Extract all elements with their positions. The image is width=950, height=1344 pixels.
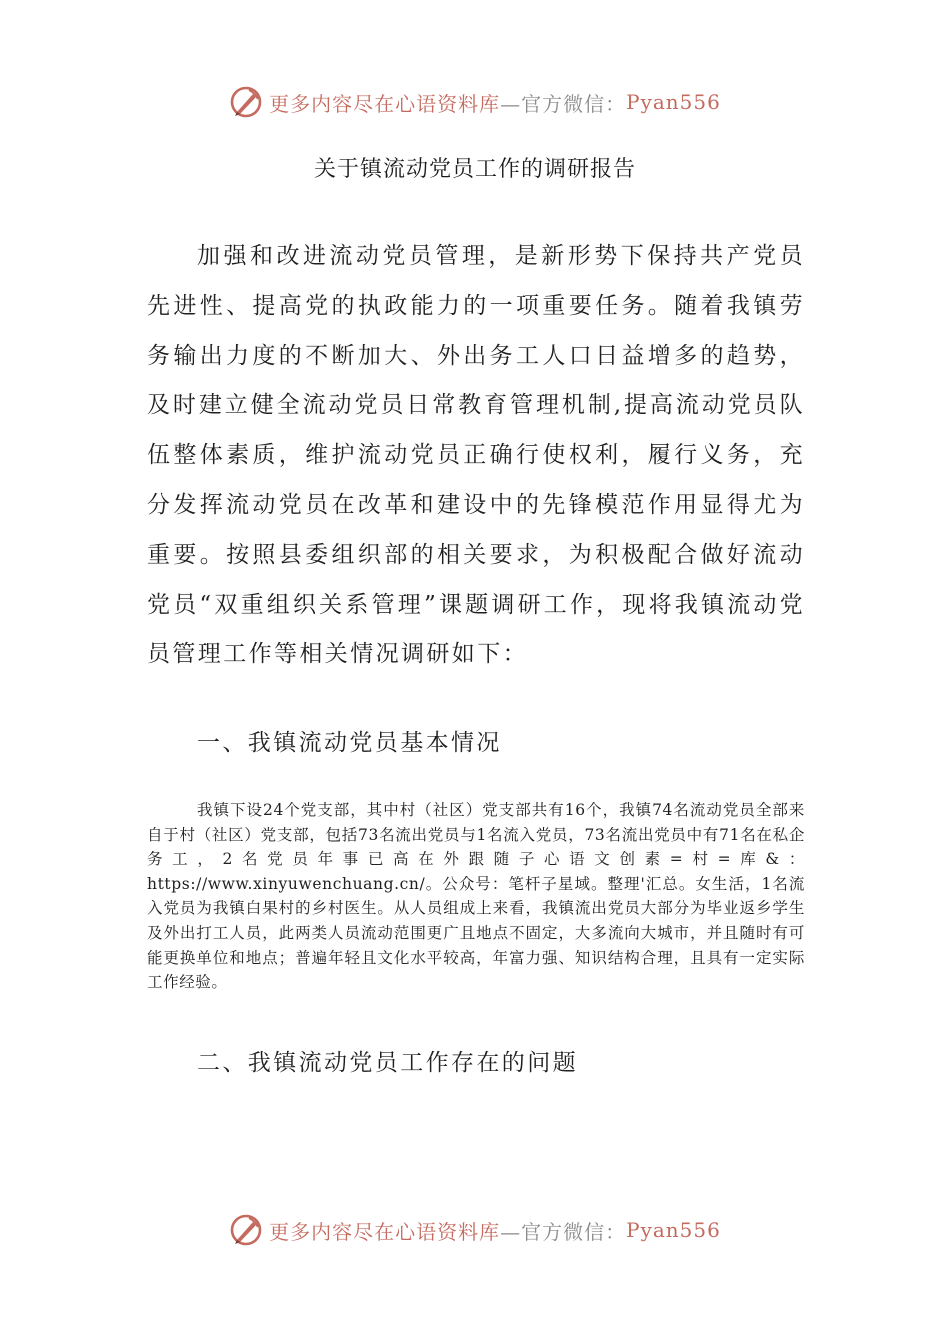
document-title: 关于镇流动党员工作的调研报告 (313, 157, 636, 182)
pen-circle-logo-icon (229, 85, 263, 119)
banner-text: 更多内容尽在心语资料库 (269, 91, 501, 116)
footer-banner (0, 1208, 950, 1252)
header-banner (0, 80, 950, 124)
banner-wechat-id: Pyan556 (626, 1218, 721, 1242)
section-2-heading: 二、我镇流动党员工作存在的问题 (197, 1050, 578, 1076)
banner-wechat-label: —官方微信： (500, 91, 627, 116)
intro-paragraph: 加强和改进流动党员管理，是新形势下保持共产党员先进性、提高党的执政能力的一项重要任务。随着我镇劳务输出力度的不断加大、外出务工人口日益增多的趋势，及时建立健全流动党员日常教育管理机制,提高流动党员队伍整体素质，维护流动党员正确行使权利，履行义务，充分发挥流动党员在改革和建设中的先锋模范作用显得尤为重要。按照县委组织部的相关要求，为积极配合做好流动党员“双重组织关系管理”课题调研工作，现将我镇流动党员管理工作等相关情况调研如下： (147, 243, 805, 668)
banner-wechat-id: Pyan556 (626, 90, 721, 114)
pen-circle-logo-icon (229, 1213, 263, 1247)
section-1-heading: 一、我镇流动党员基本情况 (197, 730, 502, 756)
banner-text: 更多内容尽在心语资料库 (269, 1219, 501, 1244)
section-1-paragraph: 我镇下设24个党支部，其中村（社区）党支部共有16个，我镇74名流动党员全部来自于村（社区）党支部，包括73名流出党员与1名流入党员，73名流出党员中有71名在私企务工，2名党员年事已高在外跟随子心语文创素=村=库&：https://www.xinyuwenchuang.cn/。公众号：笔杆子星域。整理'汇总。女生活，1名流入党员为我镇白果村的乡村医生。从人员组成上来看，我镇流出党员大部分为毕业返乡学生及外出打工人员，此两类人员流动范围更广且地点不固定，大多流向大城市，并且随时有可能更换单位和地点；普遍年轻且文化水平较高，年富力强、知识结构合理，且具有一定实际工作经验。 (147, 801, 805, 992)
banner-wechat-label: —官方微信： (500, 1219, 627, 1244)
